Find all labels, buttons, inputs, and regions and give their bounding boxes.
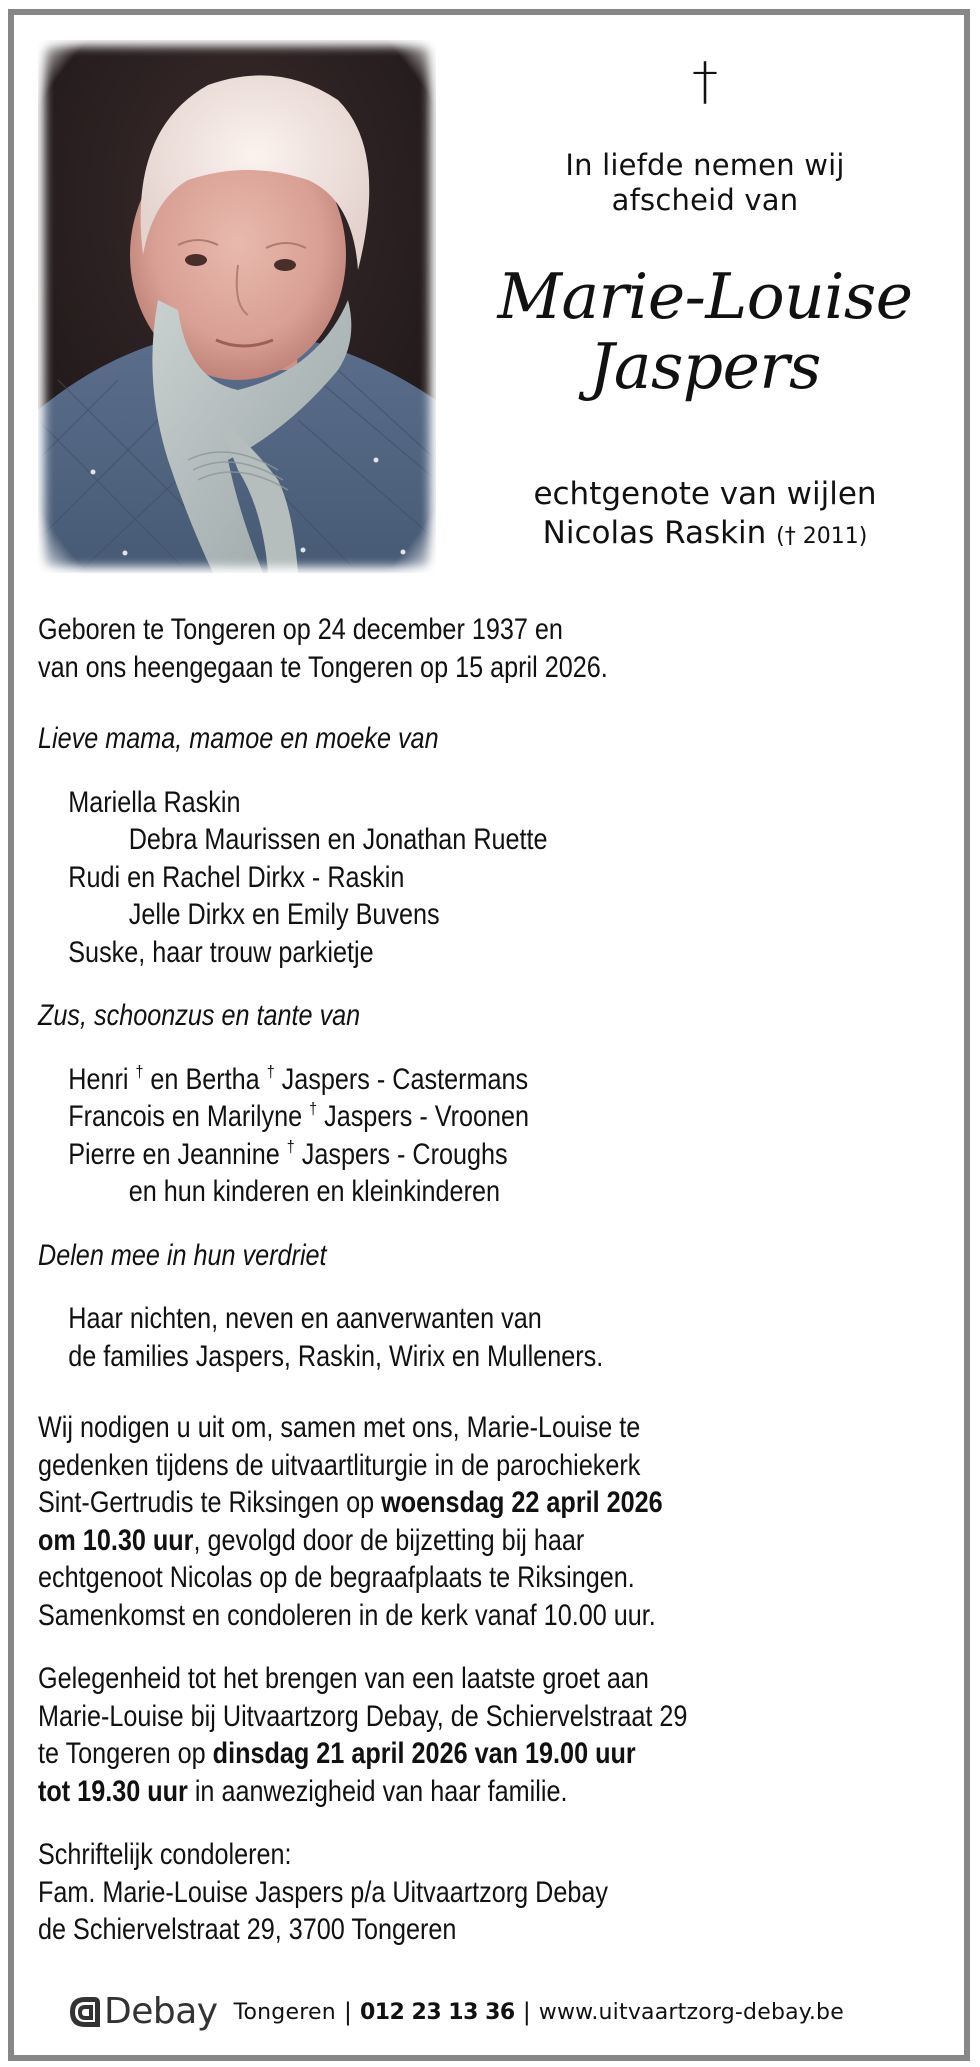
children-list bbox=[38, 784, 943, 972]
list-item: Rudi en Rachel Dirkx - Raskin bbox=[68, 860, 405, 894]
funeral-line-3 bbox=[38, 1484, 943, 1522]
funeral-location: Sint-Gertrudis te Riksingen op bbox=[38, 1486, 382, 1519]
grief-line-2: de families Jaspers, Raskin, Wirix en Mulleners. bbox=[68, 1339, 604, 1373]
footer-phone[interactable]: 012 23 13 36 bbox=[359, 1999, 515, 2025]
birth-line-2: van ons heengegaan te Tongeren op 15 april 2026. bbox=[38, 650, 608, 684]
announcement-body bbox=[38, 611, 943, 1949]
visitation-line-2: Marie-Louise bij Uitvaartzorg Debay, de Schiervelstraat 29 bbox=[38, 1699, 688, 1733]
funeral-date: woensdag 22 april 2026 bbox=[381, 1486, 663, 1519]
funeral-burial: , gevolgd door de bijzetting bij haar bbox=[193, 1523, 585, 1557]
debay-logo-text: Debay bbox=[104, 1991, 218, 2032]
spouse-line bbox=[460, 514, 950, 556]
footer-city: Tongeren bbox=[233, 1999, 336, 2025]
list-item: Francois en Marilyne † Jaspers - Vroonen bbox=[68, 1099, 530, 1133]
grief-line-1: Haar nichten, neven en aanverwanten van bbox=[68, 1302, 542, 1335]
birth-line-1: Geboren te Tongeren op 24 december 1937 en bbox=[38, 613, 563, 646]
visitation-end-time: tot 19.30 uur bbox=[38, 1774, 188, 1808]
footer-website-link[interactable]: www.uitvaartzorg-debay.be bbox=[538, 1999, 844, 2025]
visitation-place: te Tongeren op bbox=[38, 1737, 213, 1770]
condolence-address bbox=[38, 1836, 943, 1949]
list-item: Pierre en Jeannine † Jaspers - Croughs bbox=[68, 1136, 508, 1171]
spouse-death-year: († 2011) bbox=[776, 524, 868, 549]
spouse-label: echtgenote van wijlen bbox=[533, 476, 877, 512]
siblings-list bbox=[38, 1061, 943, 1211]
footer-separator: | bbox=[522, 1998, 531, 2026]
list-item: Debra Maurissen en Jonathan Ruette bbox=[128, 823, 548, 856]
cross-icon: † bbox=[692, 52, 718, 112]
list-item: Suske, haar trouw parkietje bbox=[68, 935, 374, 969]
condolence-label: Schriftelijk condoleren: bbox=[38, 1838, 292, 1871]
children-heading: Lieve mama, mamoe en moeke van bbox=[38, 722, 439, 755]
deceased-first-name: Marie-Louise bbox=[497, 260, 913, 333]
intro-text bbox=[460, 148, 950, 218]
condolence-street: de Schiervelstraat 29, 3700 Tongeren bbox=[38, 1913, 457, 1946]
intro-line-1: In liefde nemen wij bbox=[565, 148, 845, 182]
visitation-paragraph bbox=[38, 1660, 943, 1810]
spouse-name: Nicolas Raskin bbox=[542, 515, 767, 551]
intro-line-2: afscheid van bbox=[611, 183, 799, 217]
dagger-icon: † bbox=[309, 1099, 318, 1118]
spouse-info bbox=[460, 475, 950, 556]
funeral-line-6: Samenkomst en condoleren in de kerk vanaf 10.00 uur. bbox=[38, 1598, 656, 1632]
debay-spiral-icon bbox=[68, 1995, 102, 2029]
portrait-photo bbox=[38, 40, 436, 573]
funeral-line-2: gedenken tijdens de uitvaartliturgie in de parochiekerk bbox=[38, 1448, 641, 1482]
funeral-line-1: Wij nodigen u uit om, samen met ons, Marie-Louise te bbox=[38, 1411, 641, 1444]
list-item: Jelle Dirkx en Emily Buvens bbox=[128, 898, 440, 931]
dagger-icon: † bbox=[135, 1061, 144, 1081]
list-item: en hun kinderen en kleinkinderen bbox=[128, 1175, 500, 1208]
visitation-line-3 bbox=[38, 1735, 943, 1773]
dagger-icon: † bbox=[266, 1061, 275, 1081]
visitation-note: in aanwezigheid van haar familie. bbox=[187, 1774, 568, 1808]
list-item: Henri † en Bertha † Jaspers - Castermans bbox=[68, 1061, 529, 1096]
portrait-image bbox=[38, 40, 436, 573]
siblings-heading: Zus, schoonzus en tante van bbox=[38, 999, 361, 1032]
dagger-icon: † bbox=[286, 1136, 295, 1156]
visitation-line-4 bbox=[38, 1773, 943, 1811]
debay-logo bbox=[68, 1991, 218, 2032]
deceased-name bbox=[460, 262, 950, 402]
funeral-line-4 bbox=[38, 1522, 943, 1560]
funeral-time: om 10.30 uur bbox=[38, 1523, 194, 1557]
funeral-paragraph bbox=[38, 1409, 943, 1634]
visitation-datetime: dinsdag 21 april 2026 van 19.00 uur bbox=[212, 1737, 636, 1770]
visitation-line-1: Gelegenheid tot het brengen van een laatste groet aan bbox=[38, 1662, 649, 1695]
footer-separator: | bbox=[343, 1998, 352, 2026]
grief-heading: Delen mee in hun verdriet bbox=[38, 1238, 327, 1272]
footer-bar bbox=[68, 1990, 844, 2034]
funeral-line-5: echtgenoot Nicolas op de begraafplaats te Riksingen. bbox=[38, 1561, 635, 1594]
deceased-last-name: Jaspers bbox=[589, 330, 821, 403]
list-item: Mariella Raskin bbox=[68, 785, 241, 819]
condolence-recipient: Fam. Marie-Louise Jaspers p/a Uitvaartzorg Debay bbox=[38, 1875, 609, 1909]
